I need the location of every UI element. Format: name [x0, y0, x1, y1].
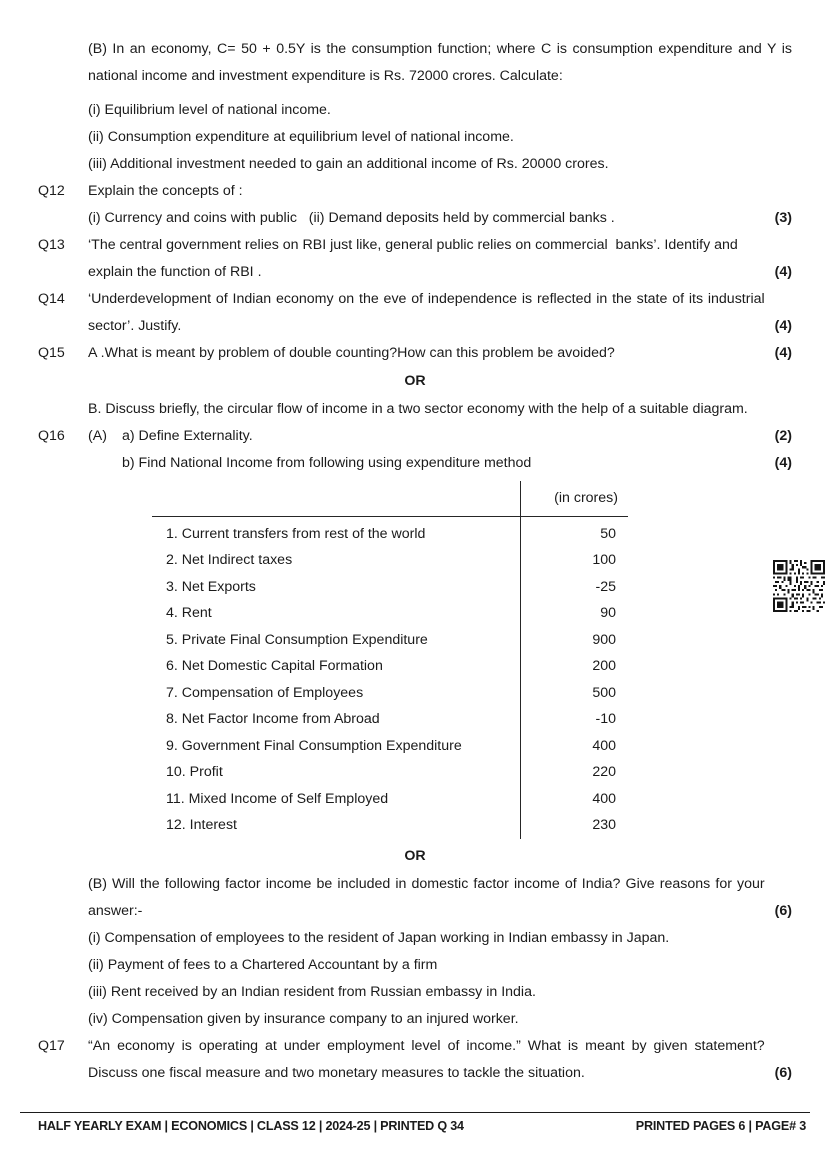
table-header-empty-cell	[152, 481, 520, 516]
question-16-number: Q16	[38, 428, 65, 444]
question-14-number: Q14	[38, 291, 65, 307]
question-16-alt	[88, 871, 792, 925]
table-row	[152, 680, 628, 707]
question-14-text: ‘Underdevelopment of Indian economy on the eve of independence is reflected in the state of its industrial sector’. Justify.	[88, 291, 765, 334]
row-label: 10. Profit	[166, 764, 223, 780]
table-row	[152, 759, 628, 786]
q16b-item-i: (i) Compensation of employees to the resident of Japan working in Indian embassy in Japan.	[88, 929, 670, 946]
question-12-number: Q12	[38, 183, 65, 199]
row-label: 9. Government Final Consumption Expenditure	[166, 737, 462, 754]
table-row	[152, 733, 628, 760]
row-label: 4. Rent	[166, 605, 212, 621]
row-value: 90	[520, 600, 628, 627]
row-label: 12. Interest	[166, 817, 237, 833]
q16b-item-iv: (iv) Compensation given by insurance company to an injured worker.	[88, 1010, 519, 1027]
intro-item-iii: (iii) Additional investment needed to gain an additional income of Rs. 20000 crores.	[88, 156, 609, 172]
question-16	[38, 423, 792, 842]
intro-item-ii: (ii) Consumption expenditure at equilibrium level of national income.	[88, 129, 514, 145]
question-15-text: A .What is meant by problem of double counting?How can this problem be avoided?	[88, 345, 615, 361]
question-17-number: Q17	[38, 1037, 65, 1054]
question-12-marks: (3)	[774, 210, 792, 226]
question-17-marks: (6)	[774, 1064, 792, 1081]
table-row	[152, 547, 628, 574]
row-value: 50	[520, 516, 628, 547]
question-16a-text: a) Define Externality.	[122, 428, 253, 444]
row-value: 400	[520, 733, 628, 760]
question-15-marks: (4)	[774, 345, 792, 361]
question-14	[38, 286, 792, 340]
question-13	[38, 232, 792, 286]
page-footer	[38, 1118, 806, 1134]
national-income-table	[152, 481, 628, 839]
table-row	[152, 706, 628, 733]
row-label: 2. Net Indirect taxes	[166, 552, 293, 568]
table-row	[152, 516, 628, 547]
question-15-number: Q15	[38, 345, 65, 361]
row-value: 100	[520, 547, 628, 574]
question-15-alt-text: B. Discuss briefly, the circular flow of income in a two sector economy with the help of a suitable diagram.	[88, 401, 748, 417]
table-row	[152, 627, 628, 654]
table-header-unit: (in crores)	[520, 481, 628, 516]
question-b-intro: (B) In an economy, C= 50 + 0.5Y is the consumption function; where C is consumption expenditure and Y is national income and investment expenditure is Rs. 72000 crores. Calculate:	[88, 41, 792, 84]
question-16-alt-marks: (6)	[774, 902, 792, 919]
row-value: 200	[520, 653, 628, 680]
row-value: -25	[520, 574, 628, 601]
question-16-alt-text: (B) Will the following factor income be included in domestic factor income of India? Give reasons for your answer:-	[88, 875, 765, 919]
question-12-subparts: (i) Currency and coins with public (ii) Demand deposits held by commercial banks .	[88, 210, 615, 226]
q16b-item-iii: (iii) Rent received by an Indian resident from Russian embassy in India.	[88, 983, 536, 1000]
table-header-row	[152, 481, 628, 516]
question-15	[38, 340, 792, 367]
question-17-text: “An economy is operating at under employment level of income.” What is meant by given statement? Discuss one fiscal measure and two monetary measures to tackle the situation.	[88, 1037, 765, 1081]
q16b-item-ii: (ii) Payment of fees to a Chartered Accountant by a firm	[88, 956, 438, 973]
table-row	[152, 812, 628, 839]
question-13-text: ‘The central government relies on RBI just like, general public relies on commercial banks’. Identify and explain the function of RBI .	[88, 237, 742, 280]
row-label: 7. Compensation of Employees	[166, 684, 364, 701]
row-value: 400	[520, 786, 628, 813]
row-label: 5. Private Final Consumption Expenditure	[166, 631, 428, 648]
row-label: 11. Mixed Income of Self Employed	[166, 790, 389, 807]
footer-page-info: PRINTED PAGES 6 | PAGE# 3	[635, 1119, 806, 1133]
row-value: -10	[520, 706, 628, 733]
table-row	[152, 786, 628, 813]
question-17	[38, 1033, 792, 1087]
question-16b-intro-text: b) Find National Income from following using expenditure method	[122, 455, 532, 471]
row-value: 220	[520, 759, 628, 786]
row-value: 900	[520, 627, 628, 654]
question-12	[38, 178, 792, 232]
question-16b-intro-marks: (4)	[774, 455, 792, 471]
row-label: 3. Net Exports	[166, 578, 256, 595]
footer-divider	[20, 1112, 810, 1113]
question-13-number: Q13	[38, 237, 65, 253]
question-13-marks: (4)	[774, 264, 792, 280]
qr-code-icon	[773, 560, 825, 612]
table-row	[152, 600, 628, 627]
row-label: 8. Net Factor Income from Abroad	[166, 711, 380, 727]
footer-exam-info: HALF YEARLY EXAM | ECONOMICS | CLASS 12 | 2024-25 | PRINTED Q 34	[38, 1119, 464, 1133]
question-12-text: Explain the concepts of :	[88, 183, 243, 199]
row-label: 1. Current transfers from rest of the world	[166, 525, 426, 542]
intro-item-i: (i) Equilibrium level of national income.	[88, 102, 331, 118]
row-value: 500	[520, 680, 628, 707]
question-16-part-a-label: (A)	[88, 428, 107, 444]
or-separator-2: OR	[404, 847, 426, 864]
question-16a-marks: (2)	[774, 428, 792, 444]
or-separator-1: OR	[404, 373, 426, 389]
row-label: 6. Net Domestic Capital Formation	[166, 658, 383, 674]
row-value: 230	[520, 812, 628, 839]
question-14-marks: (4)	[774, 318, 792, 334]
table-row	[152, 574, 628, 601]
table-row	[152, 653, 628, 680]
